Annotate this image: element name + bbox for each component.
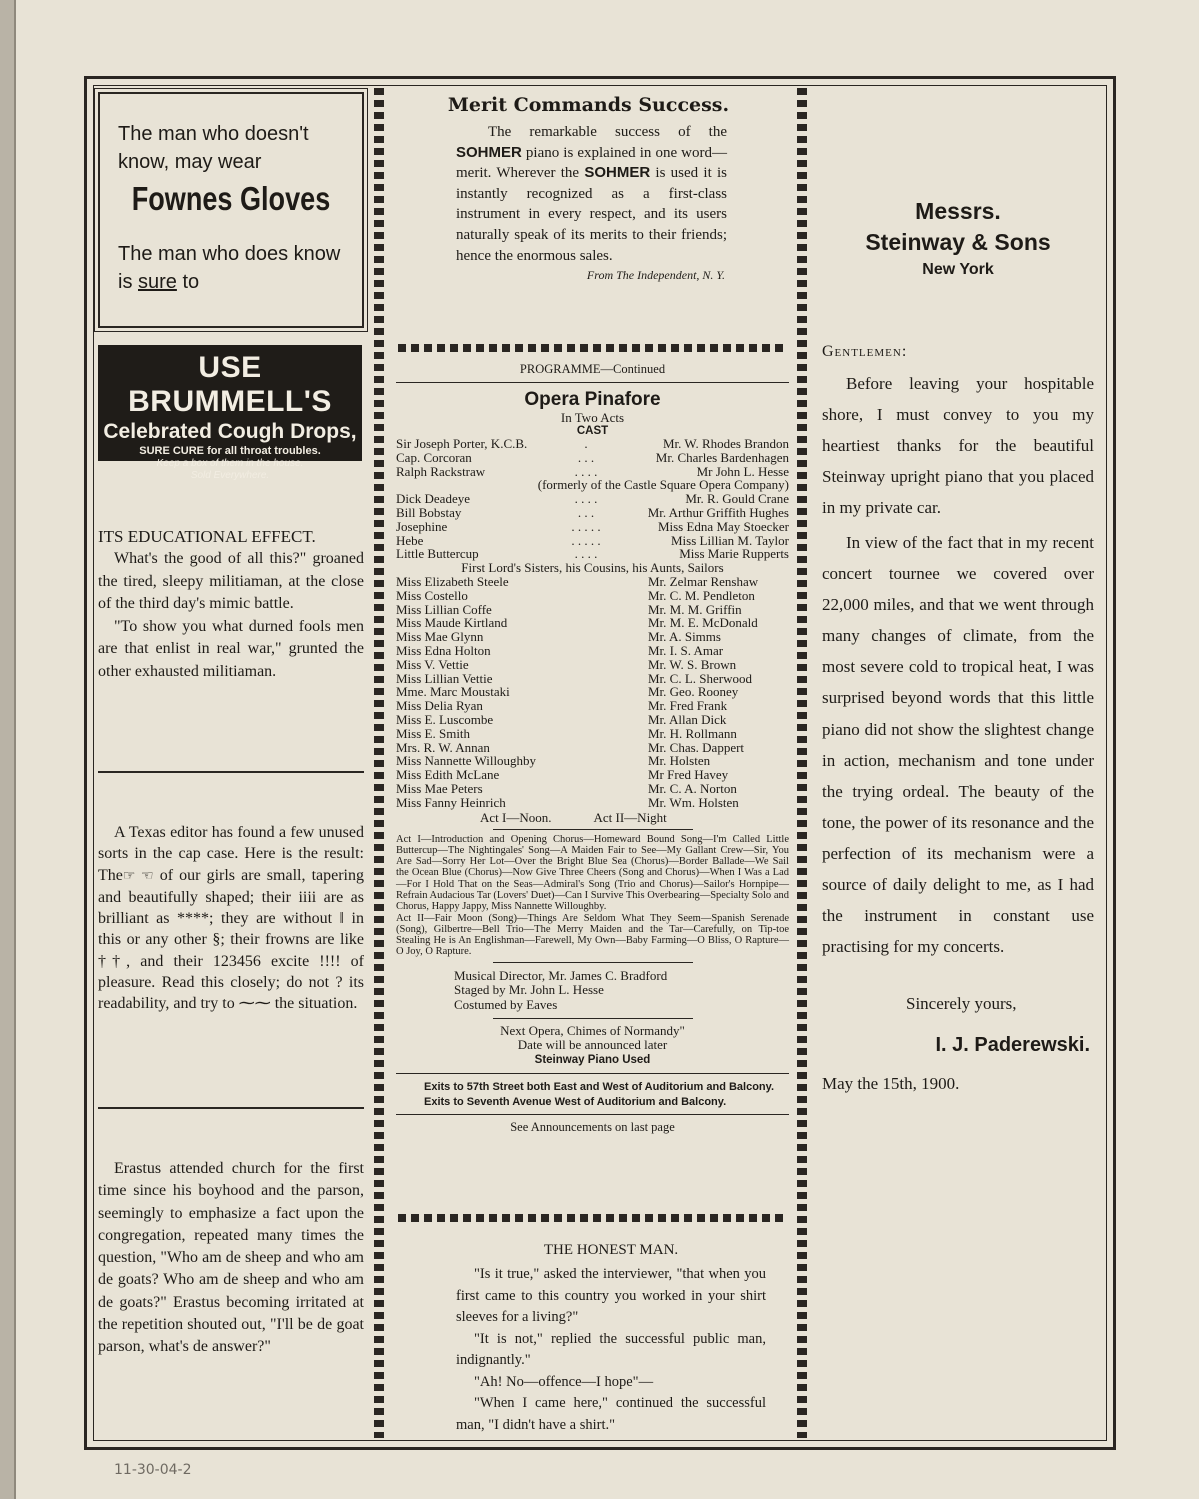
cast-actor: Miss Edna May Stoecker [657,518,789,534]
chorus-member: Mr. Fred Frank [648,698,728,714]
heading-messrs: Messrs. [915,198,1001,224]
chorus-member: Mr Fred Havey [648,767,729,783]
chorus-member: Mr. C. M. Pendleton [648,587,755,603]
chorus-member: Miss Mae Glynn [396,629,484,645]
merit-source: From The Independent, N. Y. [586,268,725,283]
chorus-member: Miss Edith McLane [396,767,500,783]
next-opera: Next Opera, Chimes of Normandy" [500,1023,685,1039]
heading-steinway: Steinway & Sons [865,229,1051,255]
chorus-member: Mr. Holsten [648,753,711,769]
cast-dots: . . . [577,504,595,520]
cast-role: Little Buttercup [396,546,479,562]
next-rule [493,1018,693,1019]
cast-actor: Mr. R. Gould Crane [685,491,789,507]
chorus-member: Miss E. Smith [396,725,471,741]
cast-label: CAST [576,425,609,437]
cast-dots: . [584,436,588,451]
chorus-member: Mr. C. L. Sherwood [648,670,752,686]
programme [396,362,789,1134]
act1-numbers: Act I—Introduction and Opening Chorus—Homeward Bound Song—I'm Called Little Buttercup—The Nightingales' Song—A Maiden Fair to See—My Gallant Crew—Sir, You Are Sad—Sorry Her Lot—Over the Bright Blue Sea (Chorus)—Border Ballade—We Sail the Ocean Blue (Chorus)—Now Give Three Cheers (Song and Chorus)—When I Was a Lad—For I Hold That on the Seas—Admiral's Song (Trio and Chorus)—Sailor's Hornpipe—Refrain Audacious Tar (Lovers' Duet)—Can I Survive This Overbearing—Specialty Solo and Chorus, Happy Jappy, Miss Nannette Willoughby. [396,833,789,913]
programme-title: Opera Pinafore [524,389,661,410]
brummell-line3: SURE CURE for all throat troubles. [139,445,321,457]
chorus-list [396,575,789,810]
chorus-member: Mr. Chas. Dappert [648,739,745,755]
staged-by: Staged by Mr. John L. Hesse [454,982,604,998]
column-rule-right [797,88,807,1438]
chorus-member: Miss Fanny Heinrich [396,794,506,810]
chorus-member: Mrs. R. W. Annan [396,739,490,755]
chorus-member: Mr. A. Simms [648,629,721,645]
brummell-line2: Celebrated Cough Drops, [103,420,357,443]
chorus-member: Miss Mae Peters [396,780,483,796]
chorus-member: Miss Edna Holton [396,642,491,658]
cast-dots: . . . . . [571,532,601,548]
brummell-line4: Keep a box of them in the house. [156,458,304,469]
left-divider-1 [98,771,364,773]
cast-row [396,478,789,492]
musical-director: Musical Director, Mr. James C. Bradford [454,967,668,983]
cast-note: (formerly of the Castle Square Opera Company) [537,477,789,493]
letter-p2: In view of the fact that in my recent concert tournee we covered over 22,000 miles, and that we went through many changes of climate, from the most severe cold to tropical heat, I was surprised beyond words that this little piano did not show the slightest change in action, mechanism and tone under the trying ordeal. The beauty of the tone, the power of its resonance and the perfection of its mechanism were a source of daily delight to me, as I had the instrument in constant use practising for my concerts. [822,533,1094,957]
heading-new-york: New York [922,261,994,278]
exits-rule [396,1073,789,1074]
see-announcements: See Announcements on last page [510,1120,675,1135]
cast-actor: Mr John L. Hesse [696,463,789,479]
chorus-gentlemen [648,575,758,810]
wave-divider-1 [398,344,788,352]
cast-row [396,437,789,451]
chorus-member: Mme. Marc Moustaki [396,684,510,700]
fownes-gloves-ad [98,92,364,328]
brummell-cough-drops-ad [98,345,362,481]
chorus-member: Mr. I. S. Amar [648,642,724,658]
exits-57th: Exits to 57th Street both East and West of Auditorium and Balcony. [424,1081,775,1094]
chorus-member: Mr. Zelmar Renshaw [648,573,759,589]
chorus-member: Miss Lillian Vettie [396,670,493,686]
steinway-testimonial [822,196,1094,1096]
merit-body: The remarkable success of the SOHMER piano is explained in one word—merit. Wherever the SOHMER is used it is instantly recognized as a first-class instrument in every respect, and its users naturally speak of its merits to their friends; hence the enormous sales. [456,124,727,264]
cast-role: Dick Deadeye [396,491,470,507]
honest-p2: "It is not," replied the successful public man, indignantly." [456,1330,766,1368]
cast-actor: Miss Lillian M. Taylor [670,532,789,548]
letter-date: May the 15th, 1900. [822,1074,960,1094]
act2-time: Act II—Night [593,809,667,825]
programme-header: PROGRAMME—Continued [519,362,666,376]
see-rule [396,1114,789,1115]
texas-editor-article [98,822,364,1015]
sohmer-brand-2: SOHMER [584,164,651,182]
chorus-member: Mr. Geo. Rooney [648,684,739,700]
act-times [396,810,789,826]
cast-row [396,534,789,548]
chorus-member: Miss Nannette Willoughby [396,753,537,769]
closing: Sincerely yours, [906,994,1017,1014]
merit-title: Merit Commands Success. [447,94,730,116]
chorus-member: Mr. M. E. McDonald [648,615,758,631]
educational-body2: "To show you what durned fools men are that enlist in real war," grunted the other exhausted militiaman. [98,617,364,680]
fownes-line2: The man who does know is sure to [118,243,341,293]
sohmer-ad [390,94,787,283]
chorus-member: Miss Lillian Coffe [396,601,492,617]
cast-row [396,520,789,534]
credits-rule [493,962,693,963]
cast-row [396,451,789,465]
cast-dots: . . . . [574,546,598,562]
educational-effect-article [98,526,364,683]
column-rule-left [374,88,384,1438]
cast-dots: . . . . . [571,518,601,534]
chorus-member: Miss Maude Kirtland [396,615,508,631]
honest-p3: "Ah! No—offence—I hope"— [474,1373,654,1390]
chorus-ladies [396,575,648,810]
cast-actor: Mr. Arthur Griffith Hughes [647,504,789,520]
act1-time: Act I—Noon. [480,809,552,825]
cast-actor: Mr. Charles Bardenhagen [655,449,789,465]
chorus-member: Mr. Allan Dick [648,711,727,727]
cast-row [396,465,789,479]
chorus-member: Mr. W. S. Brown [648,656,737,672]
cast-dots: . . . . [574,491,598,507]
exits-seventh: Exits to Seventh Avenue West of Auditorium and Balcony. [424,1095,727,1108]
educational-body: What's the good of all this?" groaned the tired, sleepy militiaman, at the close of the third day's mimic battle. [98,550,364,612]
chorus-member: Miss V. Vettie [396,656,469,672]
chorus-member: Miss Costello [396,587,468,603]
fownes-brand: Fownes Gloves [131,180,331,217]
honest-p4: "When I came here," continued the successful man, "I didn't have a shirt." [456,1395,766,1433]
chorus-member: Miss E. Luscombe [396,711,494,727]
cast-row [396,547,789,561]
chorus-member: Mr. H. Rollmann [648,725,737,741]
wave-divider-2 [398,1214,788,1222]
programme-subtitle: In Two Acts [560,410,625,425]
chorus-member: Mr. C. A. Norton [648,780,737,796]
cast-role: Josephine [396,518,448,534]
texas-text-1: A Texas editor has found a few unused sorts in the cap case. Here is the result: The [98,824,364,884]
binding-gutter [0,0,16,1499]
educational-title: ITS EDUCATIONAL EFFECT. [98,527,316,546]
cast-actor: Miss Marie Rupperts [679,546,789,562]
act2-numbers: Act II—Fair Moon (Song)—Things Are Seldom What They Seem—Spanish Serenade (Song), Gilbertre—Bell Trio—The Merry Maiden and the Tar—Carefully, on Tip-toe Stealing He is An Englishman—Farewell, My Own—Baby Farming—O Bliss, O Rapture—O Joy, O Rapture. [396,912,789,958]
margin-note: 11-30-04-2 [114,1462,192,1478]
cast-table [396,437,789,561]
honest-man-article [456,1240,766,1436]
pointing-hands-icon: ☞ ☜ [122,868,154,884]
chorus-member: Miss Delia Ryan [396,698,483,714]
cast-role: Cap. Corcoran [396,449,472,465]
cast-role: Ralph Rackstraw [396,463,486,479]
brummell-line1: USE BRUMMELL'S [128,351,332,418]
cast-row [396,492,789,506]
chorus-member: Mr. Wm. Holsten [648,794,739,810]
left-divider-2 [98,1107,364,1109]
salutation: Gentlemen: [822,343,908,360]
tilde-mark-icon: ⁓⁓ [238,995,271,1013]
steinway-used: Steinway Piano Used [534,1054,651,1067]
cast-actor: Mr. W. Rhodes Brandon [662,436,789,451]
chorus-member: Miss Elizabeth Steele [396,573,509,589]
texas-text-2: of our girls are small, tapering and beautifully shaped; their iiii are as brilliant as ****; they are without ‖ in this or any other §; their frowns are like ††, and their 123456 excite !!!! of pleasure. Read this closely; do not ? its readability, and try to [98,866,364,1013]
costumed-by: Costumed by Eaves [454,996,558,1012]
signature: I. J. Paderewski. [935,1034,1090,1057]
chorus-label: First Lord's Sisters, his Cousins, his Aunts, Sailors [461,560,724,576]
cast-role: Sir Joseph Porter, K.C.B. [396,436,528,451]
texas-text-3: the situation. [270,995,358,1013]
programme-rule [396,382,789,383]
brummell-line5: Sold Everywhere. [190,470,270,481]
cast-role: Bill Bobstay [396,504,462,520]
letter-p1: Before leaving your hospitable shore, I must convey to you my heartiest thanks for the beautiful Steinway upright piano that you placed in my private car. [822,374,1094,517]
cast-dots: . . . [577,449,595,465]
cast-row [396,506,789,520]
erastus-article: Erastus attended church for the first time since his boyhood and the parson, seemingly to emphasize a fact upon the congregation, repeated many times the question, "Who am de sheep and who am de goats? Who am de sheep and who am de goats?" Erastus becoming irritated at the repetition shouted out, "I'll be de goat parson, what's de answer?" [98,1160,364,1356]
cast-dots: . . . . [574,463,598,479]
honest-p1: "Is it true," asked the interviewer, "that when you first came to this country you worked in your shirt sleeves for a living?" [456,1266,766,1325]
credits [396,969,789,1013]
chorus-member: Mr. M. M. Griffin [648,601,742,617]
sohmer-brand-1: SOHMER [456,143,522,161]
fownes-line1: The man who doesn't know, may wear [118,123,309,173]
honest-title: THE HONEST MAN. [543,1242,679,1258]
cast-role: Hebe [396,532,424,548]
next-date: Date will be announced later [517,1037,668,1053]
act-rule [493,829,693,830]
